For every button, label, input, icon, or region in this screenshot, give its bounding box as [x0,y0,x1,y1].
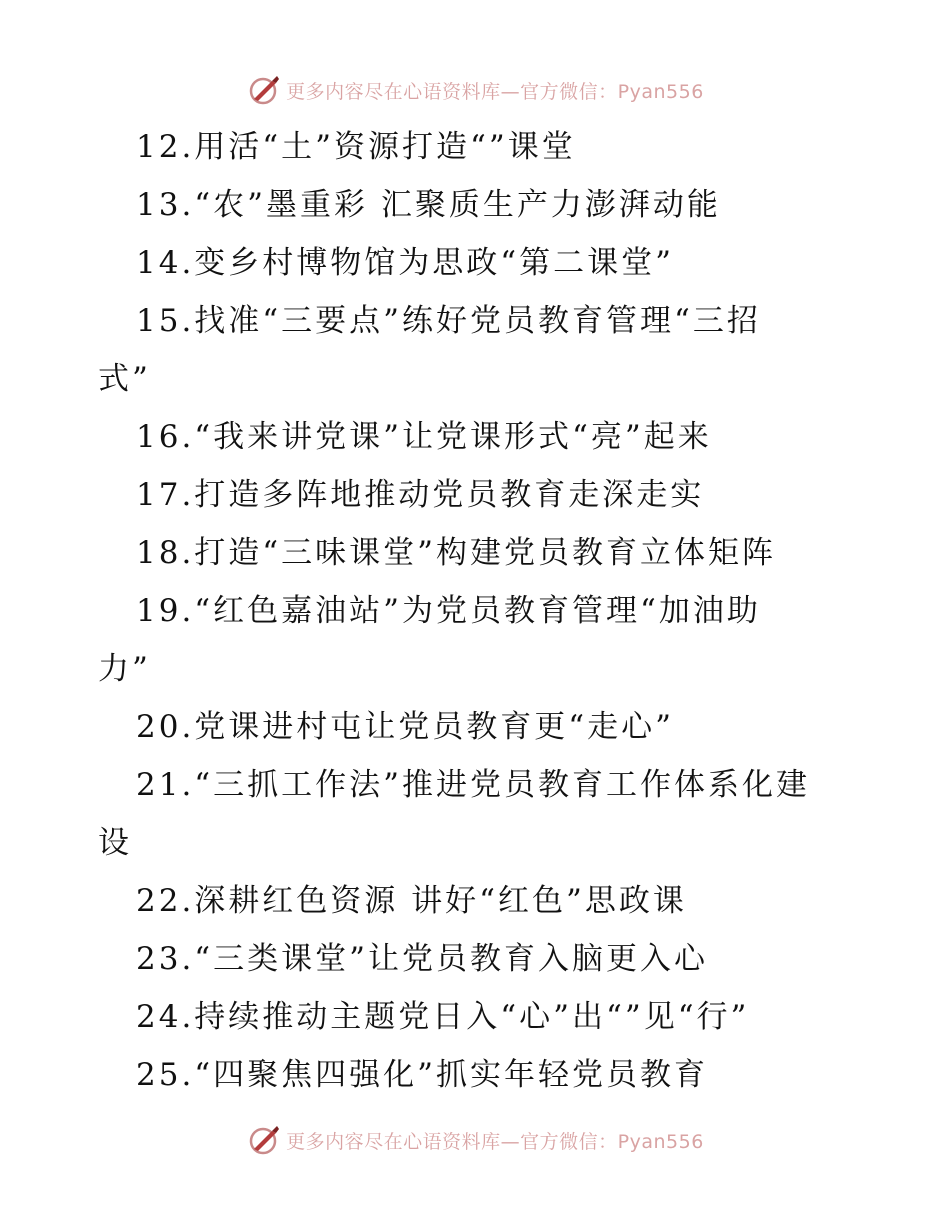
pen-logo-icon [246,1122,282,1158]
pen-logo-icon [246,72,282,108]
document-body [0,118,950,1104]
watermark-text: 更多内容尽在心语资料库—官方微信：Pyan556 [286,1130,704,1153]
watermark-text: 更多内容尽在心语资料库—官方微信：Pyan556 [286,80,704,103]
list-item: 21.“三抓工作法”推进党员教育工作体系化建 [136,767,810,803]
list-item: 16.“我来讲党课”让党课形式“亮”起来 [136,419,712,455]
list-item: 25.“四聚焦四强化”抓实年轻党员教育 [136,1057,708,1093]
list-item-continuation: 式” [98,361,151,397]
list-item: 24.持续推动主题党日入“心”出“”见“行” [136,999,750,1035]
watermark-banner-bottom [0,1120,950,1160]
list-item: 17.打造多阵地推动党员教育走深走实 [136,477,705,513]
list-item: 23.“三类课堂”让党员教育入脑更入心 [136,941,708,977]
watermark-banner-top [0,70,950,110]
list-item-continuation: 力” [98,651,151,687]
list-item: 18.打造“三味课堂”构建党员教育立体矩阵 [136,535,776,571]
list-item-continuation: 设 [98,825,132,861]
list-item: 15.找准“三要点”练好党员教育管理“三招 [136,303,761,339]
list-item: 22.深耕红色资源 讲好“红色”思政课 [136,883,687,919]
list-item: 14.变乡村博物馆为思政“第二课堂” [136,245,674,281]
list-item: 20.党课进村屯让党员教育更“走心” [136,709,674,745]
list-item: 19.“红色嘉油站”为党员教育管理“加油助 [136,593,761,629]
list-item: 13.“农”墨重彩 汇聚质生产力澎湃动能 [136,187,721,223]
list-item: 12.用活“土”资源打造“”课堂 [136,129,576,165]
